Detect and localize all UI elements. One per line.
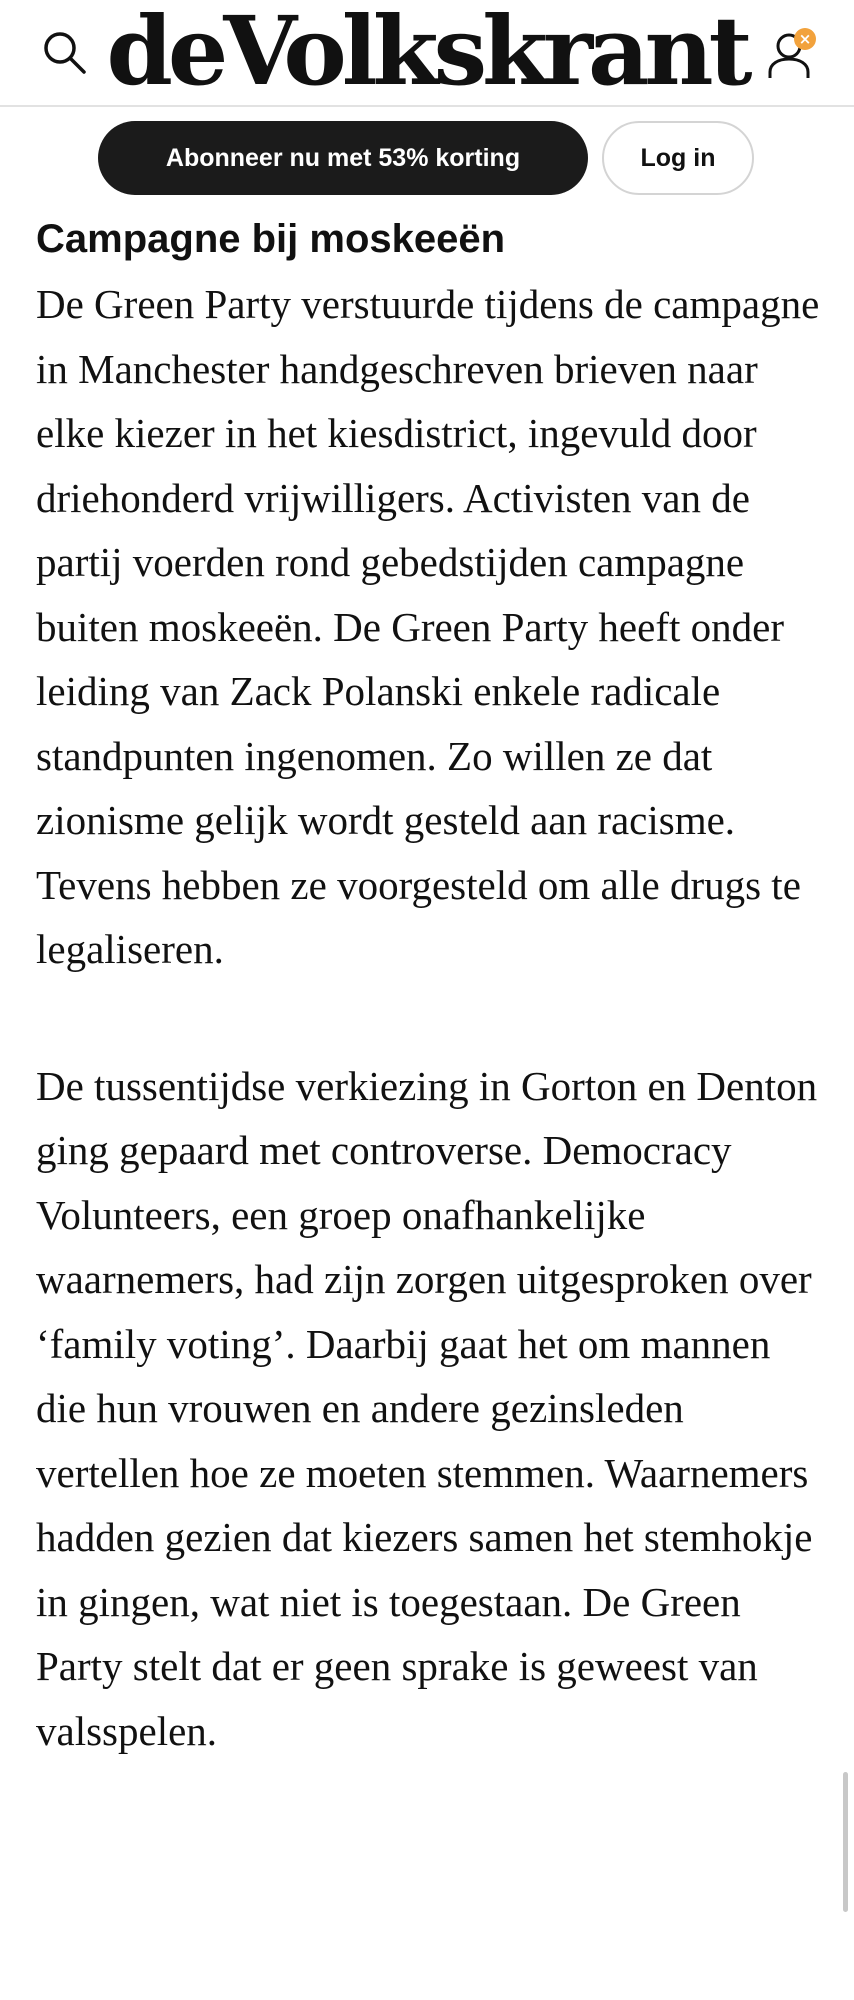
subscribe-button[interactable]: Abonneer nu met 53% korting bbox=[98, 121, 588, 195]
site-logo[interactable]: deVolkskrant bbox=[106, 0, 748, 107]
account-button[interactable] bbox=[758, 22, 820, 84]
site-header bbox=[0, 0, 854, 107]
section-heading: Campagne bij moskeeën bbox=[36, 217, 506, 261]
notification-badge: × bbox=[794, 28, 816, 50]
cta-bar bbox=[0, 121, 854, 195]
scrollbar-thumb[interactable] bbox=[843, 1772, 848, 1912]
article-body bbox=[36, 206, 826, 1763]
article-paragraph: De tussentijdse verkiezing in Gorton en Denton ging gepaard met controverse. Democracy Volunteers, een groep onafhankelijke waarnemers, had zijn zorgen uitgesproken over ‘family voting’. Daarbij gaat het om mannen die hun vrouwen en andere gezinsleden vertellen hoe ze moeten stemmen. Waarnemers hadden gezien dat kiezers samen het stemhokje in gingen, wat niet is toegestaan. De Green Party stelt dat er geen sprake is geweest van valsspelen. bbox=[36, 1062, 818, 1754]
login-button[interactable]: Log in bbox=[602, 121, 754, 195]
search-icon bbox=[40, 28, 88, 76]
search-button[interactable] bbox=[34, 22, 94, 82]
article-paragraph: De Green Party verstuurde tijdens de campagne in Manchester handgeschreven brieven naar elke kiezer in het kiesdistrict, ingevuld door driehonderd vrijwilligers. Activisten van de partij voerden rond gebedstijden campagne buiten moskeeën. De Green Party heeft onder leiding van Zack Polanski enkele radicale standpunten ingenomen. Zo willen ze dat zionisme gelijk wordt gesteld aan racisme. Tevens hebben ze voorgesteld om alle drugs te legaliseren. bbox=[36, 281, 820, 972]
